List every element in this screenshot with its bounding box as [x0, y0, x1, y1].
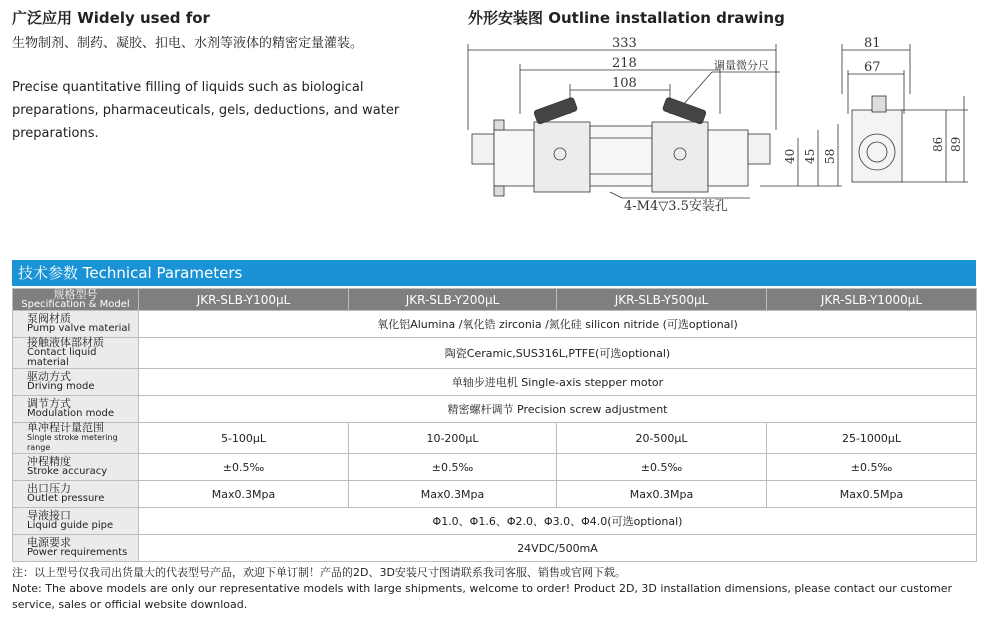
table-row — [13, 454, 977, 481]
intro-desc-en: Precise quantitative filling of liquids such as biological preparations, pharmaceuticals, gels, deductions, and water preparations. — [12, 80, 400, 141]
model-header: JKR-SLB-Y200μL — [349, 289, 557, 311]
row-value: Max0.5Mpa — [767, 481, 977, 508]
row-label-cn: 泵阀材质 — [27, 312, 71, 325]
row-value: ±0.5‰ — [767, 454, 977, 481]
table-row — [13, 508, 977, 535]
table-row — [13, 396, 977, 423]
dim-67: 67 — [864, 60, 881, 75]
spec-header-cn: 规格型号 — [53, 287, 98, 301]
drawing-title-cn: 外形安装图 — [468, 9, 544, 27]
footnote-en: Note: The above models are only our representative models with large shipments, welcome to order! Product 2D, 3D installation dimensions, please contact our customer service, sales or official website download. — [12, 582, 953, 611]
row-value: 氧化铝Alumina /氧化锆 zirconia /氮化硅 silicon nitride (可选optional) — [139, 311, 977, 338]
table-row — [13, 535, 977, 562]
table-row — [13, 338, 977, 369]
model-header: JKR-SLB-Y100μL — [139, 289, 349, 311]
row-label-cn: 单冲程计量范围 — [27, 421, 104, 434]
row-value: Max0.3Mpa — [139, 481, 349, 508]
row-value: 24VDC/500mA — [139, 535, 977, 562]
table-row — [13, 481, 977, 508]
row-label-cn: 接触液体部材质 — [27, 336, 104, 349]
row-label-cn: 电源要求 — [27, 536, 71, 549]
row-label-en: Driving mode — [27, 381, 95, 392]
row-value: 单轴步进电机 Single-axis stepper motor — [139, 369, 977, 396]
outline-drawing — [460, 34, 980, 214]
table-row — [13, 369, 977, 396]
table-row — [13, 423, 977, 454]
row-value: ±0.5‰ — [557, 454, 767, 481]
row-label-en: Contact liquid material — [27, 347, 97, 368]
row-value: Max0.3Mpa — [349, 481, 557, 508]
table-header-row — [13, 289, 977, 311]
row-label — [13, 338, 139, 369]
row-label — [13, 423, 139, 454]
row-label-cn: 调节方式 — [27, 397, 71, 410]
row-label — [13, 454, 139, 481]
row-label — [13, 508, 139, 535]
row-label-en: Modulation mode — [27, 408, 115, 419]
intro-desc-cn: 生物制剂、制药、凝胶、扣电、水剂等液体的精密定量灌装。 — [12, 36, 364, 51]
parameters-table — [12, 288, 977, 562]
mounting-holes-label: 4-M4▽3.5安装孔 — [624, 199, 728, 214]
intro-title — [12, 8, 412, 28]
footnote — [12, 565, 992, 613]
row-value: Max0.3Mpa — [557, 481, 767, 508]
row-label-cn: 导液接口 — [27, 509, 71, 522]
row-value: 精密螺杆调节 Precision screw adjustment — [139, 396, 977, 423]
row-label — [13, 311, 139, 338]
dim-86: 86 — [931, 136, 945, 152]
row-label-cn: 出口压力 — [27, 482, 71, 495]
dim-218: 218 — [612, 56, 637, 71]
row-label-en: Outlet pressure — [27, 493, 105, 504]
row-label — [13, 481, 139, 508]
dim-40: 40 — [783, 148, 797, 164]
row-label-en: Pump valve material — [27, 323, 131, 334]
technical-parameters-header — [12, 260, 976, 286]
row-label-cn: 冲程精度 — [27, 455, 71, 468]
footnote-cn: 注：以上型号仅我司出货量大的代表型号产品，欢迎下单订制！产品的2D、3D安装尺寸图请联系我司客服、销售或官网下载。 — [12, 566, 626, 579]
drawing-title — [468, 8, 785, 28]
row-value: 5-100μL — [139, 423, 349, 454]
row-label — [13, 535, 139, 562]
row-value: Φ1.0、Φ1.6、Φ2.0、Φ3.0、Φ4.0(可选optional) — [139, 508, 977, 535]
row-label-en: Power requirements — [27, 547, 128, 558]
dim-81: 81 — [864, 36, 881, 51]
model-header: JKR-SLB-Y1000μL — [767, 289, 977, 311]
spec-header-en: Specification & Model — [21, 298, 130, 310]
row-value: 25-1000μL — [767, 423, 977, 454]
drawing-title-en: Outline installation drawing — [548, 9, 785, 27]
dim-89: 89 — [949, 136, 963, 152]
row-value: ±0.5‰ — [139, 454, 349, 481]
section-title-cn: 技术参数 — [18, 264, 79, 282]
intro-title-en: Widely used for — [77, 9, 210, 27]
row-label — [13, 396, 139, 423]
dim-58: 58 — [823, 148, 837, 164]
row-label-en: Stroke accuracy — [27, 466, 108, 477]
table-row — [13, 311, 977, 338]
row-value: 20-500μL — [557, 423, 767, 454]
row-value: 陶瓷Ceramic,SUS316L,PTFE(可选optional) — [139, 338, 977, 369]
row-label — [13, 369, 139, 396]
intro-title-cn: 广泛应用 — [12, 9, 73, 27]
intro-section — [12, 8, 412, 145]
row-label-en: Single stroke metering range — [27, 433, 118, 452]
section-title-en: Technical Parameters — [82, 264, 243, 282]
dim-333: 333 — [612, 36, 637, 51]
row-label-en: Liquid guide pipe — [27, 520, 114, 531]
dim-108: 108 — [612, 76, 637, 91]
row-value: ±0.5‰ — [349, 454, 557, 481]
row-label-cn: 驱动方式 — [27, 370, 71, 383]
row-value: 10-200μL — [349, 423, 557, 454]
dim-45: 45 — [803, 148, 817, 164]
micrometer-label: 调量微分尺 — [714, 59, 769, 72]
spec-header — [13, 289, 139, 311]
model-header: JKR-SLB-Y500μL — [557, 289, 767, 311]
